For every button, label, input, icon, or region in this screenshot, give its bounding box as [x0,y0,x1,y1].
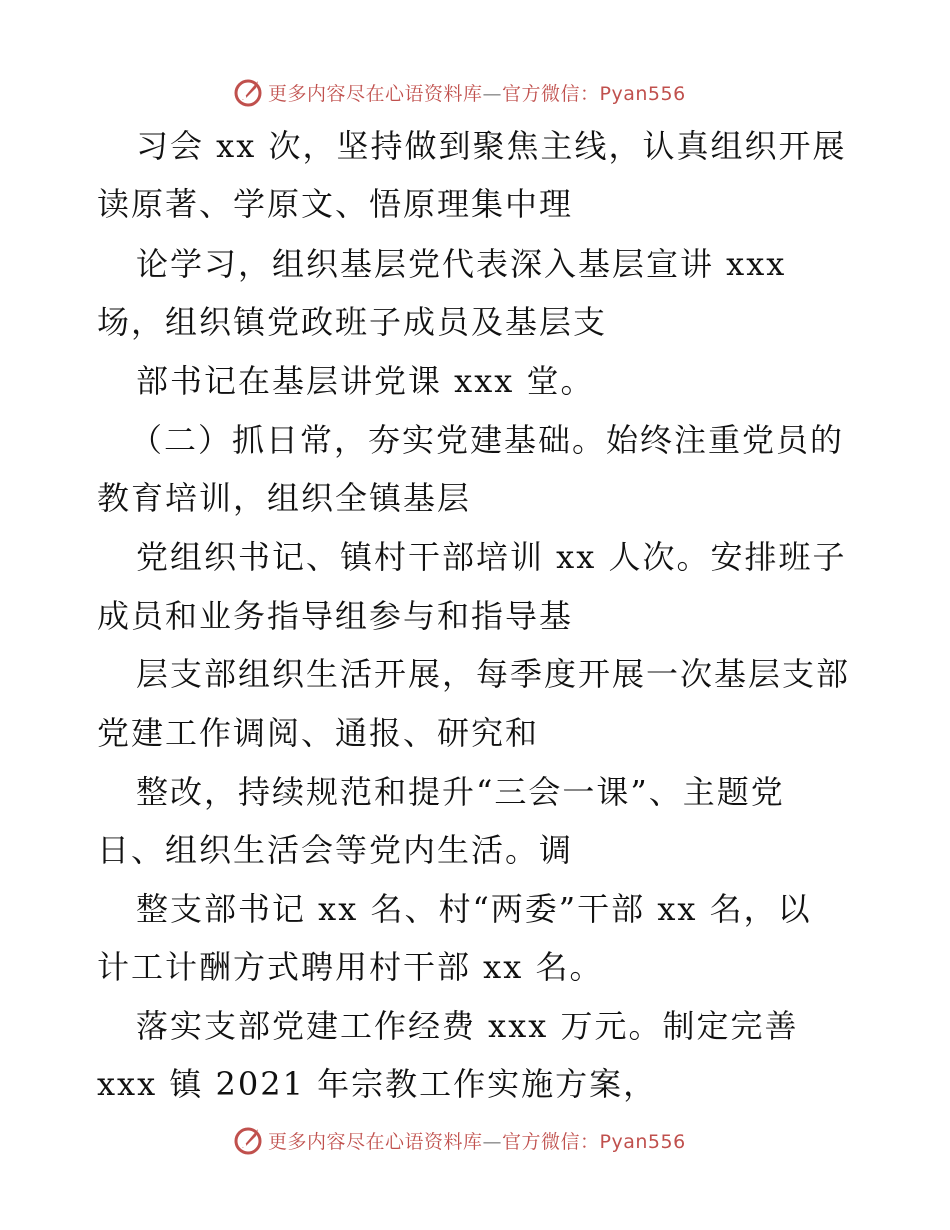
body-line: 党建工作调阅、通报、研究和 [97,714,540,752]
body-line: 党组织书记、镇村干部培训 xx 人次。安排班子 [136,538,847,576]
banner-main: 更多内容尽在心语资料库 [268,82,483,105]
banner-dash: — [482,82,503,105]
body-line: 整改，持续规范和提升“三会一课”、主题党 [136,773,785,811]
quill-pen-circle-icon [232,1124,264,1156]
body-line: 教育培训，组织全镇基层 [97,479,472,517]
banner-text [268,1127,686,1154]
banner-text [268,79,686,106]
body-line: 层支部组织生活开展，每季度开展一次基层支部 [136,655,851,693]
body-line: 成员和业务指导组参与和指导基 [97,597,574,635]
body-line: 计工计酬方式聘用村干部 xx 名。 [97,948,604,986]
banner-wechat: 官方微信：Pyan556 [502,1130,686,1153]
body-line: 部书记在基层讲党课 xxx 堂。 [136,362,595,400]
banner-main: 更多内容尽在心语资料库 [268,1130,483,1153]
body-line: xxx 镇 2021 年宗教工作实施方案， [97,1065,658,1103]
body-line: （二）抓日常，夯实党建基础。始终注重党员的 [130,421,845,459]
body-line: 论学习，组织基层党代表深入基层宣讲 xxx [136,245,787,283]
banner-wechat: 官方微信：Pyan556 [502,82,686,105]
footer-banner [0,1120,950,1160]
body-line: 整支部书记 xx 名、村“两委”干部 xx 名，以 [136,890,812,928]
quill-pen-circle-icon [232,76,264,108]
body-line: 读原著、学原文、悟原理集中理 [97,185,574,223]
body-line: 习会 xx 次，坚持做到聚焦主线，认真组织开展 [136,127,847,165]
body-line: 场，组织镇党政班子成员及基层支 [97,303,608,341]
banner-dash: — [482,1130,503,1153]
header-banner [0,72,950,112]
body-line: 日、组织生活会等党内生活。调 [97,831,574,869]
body-line: 落实支部党建工作经费 xxx 万元。制定完善 [136,1007,799,1045]
